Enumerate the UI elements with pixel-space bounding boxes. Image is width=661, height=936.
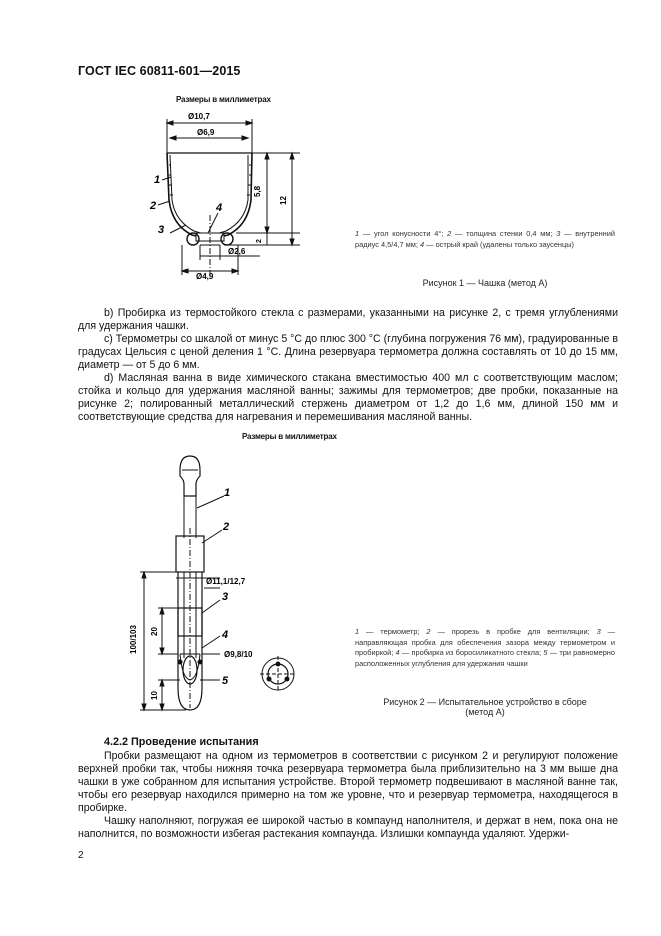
item-c: c) Термометры со шкалой от минус 5 °С до плюс 300 °С (глубина погружения 76 мм), градуированные в градусах Цельсия с ценой деления 1 °С. Длина резервуара термометра должна составлять от 10 до 15 мм, диаметр — от 5 до 6 мм. (78, 333, 618, 371)
figure1-legend (355, 229, 615, 250)
dim-h20: 20 (150, 627, 159, 636)
legend2-num-4: 4 (395, 648, 400, 657)
dim-h10: 10 (150, 691, 159, 700)
legend1-num-4: 4 (419, 239, 425, 249)
section-body (78, 750, 618, 841)
legend2-num-2: 2 (426, 627, 431, 636)
item-d: d) Масляная ванна в виде химического стакана вместимостью 400 мл с соответствующим маслом; стойка и кольцо для удержания масляной ванны; зажимы для термометров; две пробки, показанные на рисунке 2; полированный металлический стержень диаметром от 1,2 до 1,6 мм, длиной 150 мм и соответствующие средства для нагревания и перемешивания масляной ванны. (78, 372, 618, 423)
legend2-text-3: — направляющая пробка для обеспечения зазора между термометром и пробиркой; (355, 627, 615, 657)
legend1-text-1: — угол конусности 4°; (359, 229, 448, 238)
fig2-label-4: 4 (222, 629, 229, 641)
figure1-cup-drawing (140, 105, 310, 290)
item-b: b) Пробирка из термостойкого стекла с размерами, указанными на рисунке 2, с тремя углублениями для удержания чашки. (78, 307, 618, 332)
body-paragraph-2: Чашку наполняют, погружая ее широкой частью в компаунд наполнителя, и держат в нем, пока она не наполнится, по возможности избегая растекания компаунда. Излишки компаунда удаляют. Удержи- (78, 815, 618, 840)
figure2-caption-line2: (метод А) (465, 707, 505, 717)
dim-h2: 12 (279, 196, 288, 205)
figure1-caption: Рисунок 1 — Чашка (метод А) (422, 278, 548, 288)
dim-h1: 5,8 (253, 185, 262, 197)
legend2-text-1: — термометр; (359, 627, 427, 636)
fig1-label-3: 3 (158, 224, 165, 236)
legend1-num-2: 2 (447, 229, 452, 238)
fig2-label-3: 3 (222, 591, 229, 603)
dim-d1: Ø11,1/12,7 (206, 577, 246, 586)
apparatus-list (78, 307, 618, 424)
fig1-label-2: 2 (150, 200, 157, 212)
dim-d-bottom: Ø4,9 (196, 272, 214, 281)
dim-d-inner: Ø6,9 (197, 128, 215, 137)
dim-h3: 2 (256, 239, 263, 243)
legend2-text-5: — три равномерно расположенных углубления для удержания чашки (355, 648, 615, 668)
legend2-text-4: — пробирка из боросиликатного стекла; (399, 648, 544, 657)
fig1-label-4: 4 (216, 202, 223, 214)
legend2-num-3: 3 (596, 627, 601, 636)
fig2-label-5: 5 (222, 675, 229, 687)
legend1-text-4: — острый край (удалены только заусенцы) (424, 239, 575, 249)
document-header: ГОСТ IEC 60811-601—2015 (78, 64, 241, 78)
legend1-text-2: — толщина стенки 0,4 мм; (451, 229, 557, 238)
dim-d2: Ø9,8/10 (224, 650, 253, 659)
figure2-caption (355, 697, 615, 717)
legend1-text-3: — внутренний радиус 4,5/4,7 мм; (355, 229, 615, 249)
figure2-legend (355, 627, 615, 669)
page-number: 2 (78, 850, 84, 861)
fig1-label-1: 1 (154, 174, 161, 186)
body-paragraph-1: Пробки размещают на одном из термометров в соответствии с рисунком 2 и регулируют положение верхней пробки так, чтобы нижняя точка резервуара термометра была приблизительно на 3 мм выше дна чашки в уже собранном для испытания устройстве. Второй термометр подвешивают в масляной ванне так, чтобы его резервуар находился примерно на том же уровне, что и резервуар термометра, находящегося в пробирке. (78, 750, 618, 814)
legend2-text-2: — прорезь в пробке для вентиляции; (430, 627, 597, 636)
figure2-caption-line1: Рисунок 2 — Испытательное устройство в сборе (383, 697, 587, 707)
dim-total: 100/103 (129, 625, 138, 654)
figure2-units-note: Размеры в миллиметрах (242, 432, 337, 441)
legend1-num-3: 3 (556, 229, 561, 238)
legend2-num-1: 1 (355, 627, 360, 636)
fig2-label-2: 2 (223, 521, 230, 533)
fig2-label-1: 1 (224, 487, 231, 499)
legend1-num-1: 1 (355, 229, 360, 238)
dim-d-outer: Ø10,7 (188, 112, 210, 121)
dim-d-tip: Ø2,6 (228, 247, 246, 256)
figure1-units-note: Размеры в миллиметрах (176, 95, 271, 104)
legend2-num-5: 5 (543, 648, 548, 657)
section-heading: 4.2.2 Проведение испытания (104, 736, 259, 748)
figure2-assembly-drawing (120, 448, 320, 728)
